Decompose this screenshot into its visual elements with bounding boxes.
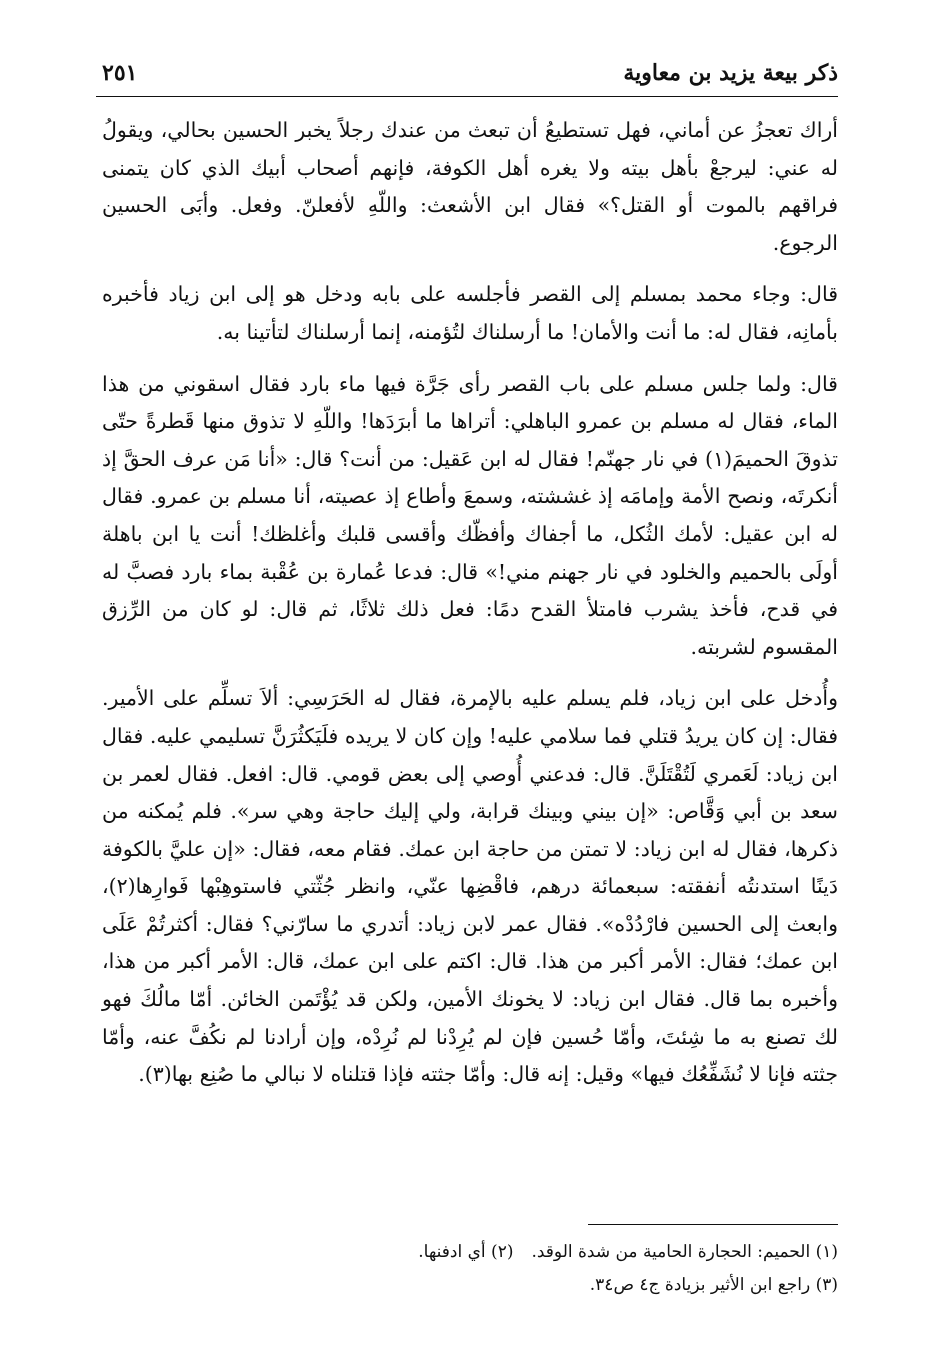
paragraph-1: أراك تعجزُ عن أماني، فهل تستطيعُ أن تبعث من عندك رجلاً يخبر الحسين بحالي، ويقولُ له عني: ليرجعْ بأهل بيته ولا يغره أهل الكوفة، فإنهم أصحاب أبيك الذي كان يتمنى فراقهم بالموت أو القتل؟» فقال ابن الأشعث: واللّهِ لأفعلنّ. وفعل. وأبَى الحسين الرجوع. bbox=[102, 118, 838, 255]
paragraph-2: قال: وجاء محمد بمسلم إلى القصر فأجلسه على بابه ودخل هو إلى ابن زياد فأخبره بأمانِه، فقال له: ما أنت والأمان! ما أرسلناك لتُؤمنه، إنما أرسلناك لتأتينا به. bbox=[102, 282, 838, 344]
body-text bbox=[102, 112, 838, 1108]
footnotes bbox=[102, 1236, 838, 1302]
running-head bbox=[96, 56, 838, 94]
footnote-2: (٢) أي ادفنها. bbox=[418, 1242, 514, 1262]
paragraph-4: وأُدخل على ابن زياد، فلم يسلم عليه بالإمرة، فقال له الحَرَسِي: ألاَ تسلِّم على الأمير. فقال: إن كان يريدُ قتلي فما سلامي عليه! وإن كان لا يريده فلَيَكثُرَنَّ تسليمي عليه. فقال ابن زياد: لَعَمري لَتُقْتَلَنَّ. قال: فدعني أُوصي إلى بعض قومي. قال: افعل. فقال لعمر بن سعد بن أبي وَقَّاص: «إن بيني وبينك قرابة، ولي إليك حاجة وهي سر». فلم يُمكنه من ذكرها، فقال له ابن زياد: لا تمتن من حاجة ابن عمك. فقام معه، فقال: «إن عليَّ بالكوفة دَينًا استدنتُه أنفقته: سبعمائة درهم، فاقْضِها عنّي، وانظر جُثّتي فاستوهِبْها فَوارِها(٢)، وابعث إلى الحسين فارْدُدْه». فقال عمر لابن زياد: أتدري ما سارّني؟ فقال: أكثرتُمْ عَلَى ابن عمك؛ فقال: الأمر أكبر من هذا. قال: اكتم على ابن عمك، قال: الأمر أكبر من هذا، وأخبره بما قال. فقال ابن زياد: لا يخونك الأمين، ولكن قد يُؤْتَمن الخائن. أمّا مالُكَ فهو لك تصنع به ما شِئتَ، وأمّا حُسين فإن لم يُرِدْنا لم نُرِدْه، وإن أرادنا لم نكُفَّ عنه، وأمّا جثته فإنا لا نُشَفِّعُك فيها» وقيل: إنه قال: وأمّا جثته فإذا قتلناه لا نبالي ما صُنِع بها(٣). bbox=[102, 686, 838, 1087]
running-head-title: ذكر بيعة يزيد بن معاوية bbox=[623, 60, 838, 86]
page-number: ٢٥١ bbox=[102, 60, 138, 86]
footnote-1: (١) الحميم: الحجارة الحامية من شدة الوقد. bbox=[531, 1242, 838, 1262]
footnote-line-2 bbox=[102, 1269, 838, 1302]
paragraph-3: قال: ولما جلس مسلم على باب القصر رأى جَرَّة فيها ماء بارد فقال اسقوني من هذا الماء، فقال له مسلم بن عمرو الباهلي: أتراها ما أبرَدَها! واللّهِ لا تذوق منها قَطرةً حتّى تذوقَ الحميمَ(١) في نار جهنّم! فقال له ابن عَقيل: من أنت؟ قال: «أنا مَن عرف الحقَّ إذ أنكرتَه، ونصح الأمة وإمامَه إذ غششته، وسمعَ وأطاع إذ عصيته، أنا مسلم بن عمرو. فقال له ابن عقيل: لأمك الثُكل، ما أجفاك وأفظّك وأقسى قلبك وأغلظك! أنت يا ابن باهلة أولَى بالحميم والخلود في نار جهنم مني!» قال: فدعا عُمارة بن عُقْبة بماء بارد فصبَّ له في قدح، فأخذ يشرب فامتلأ القدح دمًا: فعل ذلك ثلاثًا، ثم قال: لو كان من الرِّزق المقسوم لشربته. bbox=[102, 371, 838, 659]
footnote-divider bbox=[588, 1224, 838, 1225]
header-divider bbox=[96, 96, 838, 97]
footnote-line-1 bbox=[102, 1236, 838, 1269]
footnote-3: (٣) راجع ابن الأثير بزيادة ج٤ ص٣٤. bbox=[589, 1275, 838, 1295]
